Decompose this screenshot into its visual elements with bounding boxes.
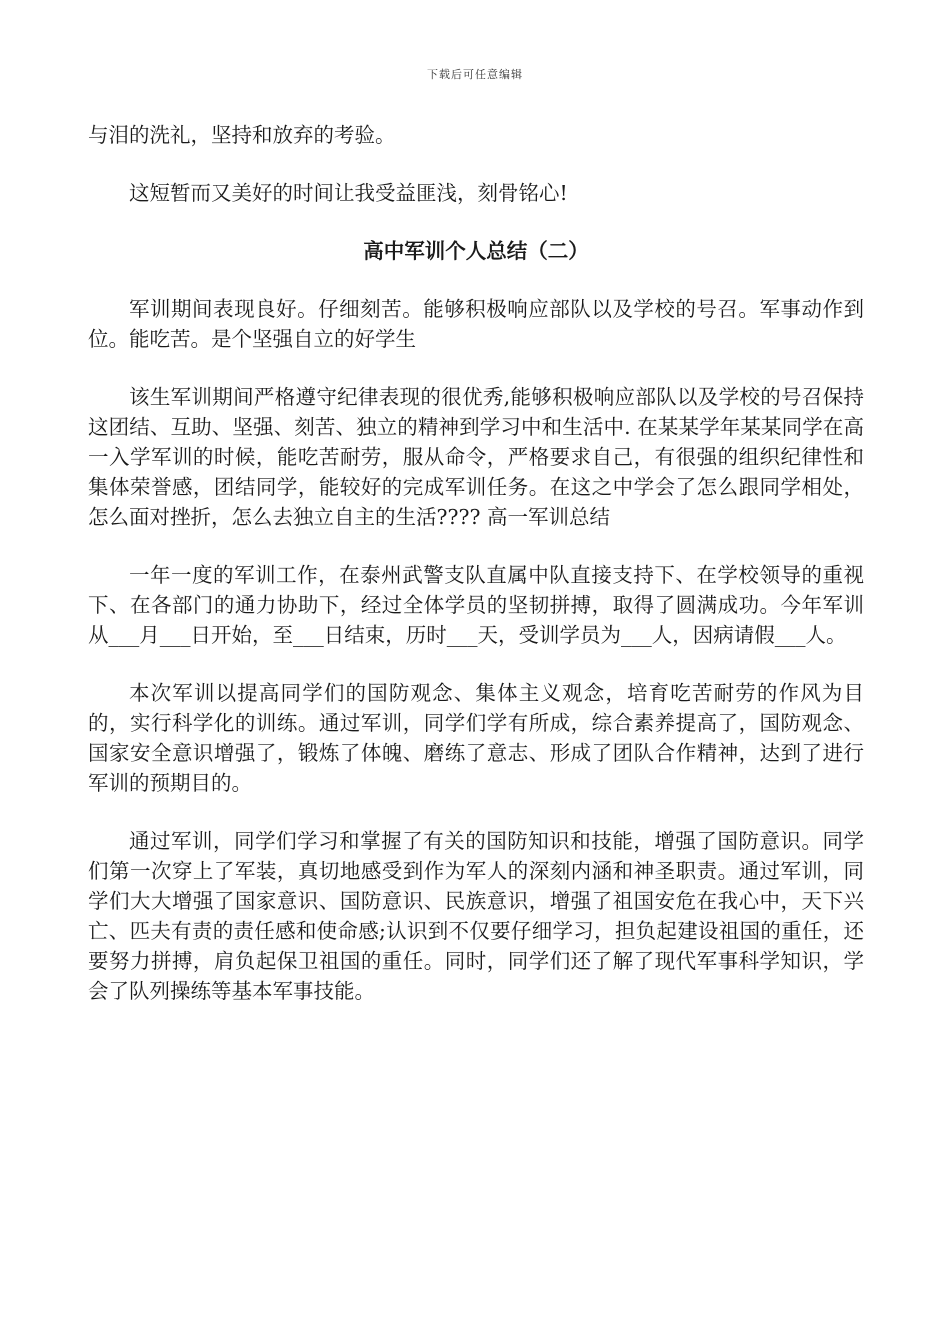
section-title: 高中军训个人总结（二）: [363, 239, 589, 263]
paragraph-2: 该生军训期间严格遵守纪律表现的很优秀,能够积极响应部队以及学校的号召保持这团结、互助、坚强、刻苦、独立的精神到学习中和生活中. 在某某学年某某同学在高一入学军训的时候，能吃苦耐劳，服从命令，严格要求自己，有很强的组织纪律性和集体荣誉感，团结同学，能较好的完成军训任务。在这之中学会了怎么跟同学相处，怎么面对挫折，怎么去独立自主的生活???? 高一军训总结: [88, 385, 864, 529]
paragraph-3: 一年一度的军训工作，在泰州武警支队直属中队直接支持下、在学校领导的重视下、在各部门的通力协助下，经过全体学员的坚韧拼搏，取得了圆满成功。今年军训从___月___日开始，至___日结束，历时___天，受训学员为___人，因病请假___人。: [88, 563, 864, 647]
page-header-note: 下载后可任意编辑: [427, 68, 523, 81]
paragraph-4: 本次军训以提高同学们的国防观念、集体主义观念，培育吃苦耐劳的作风为目的，实行科学化的训练。通过军训，同学们学有所成，综合素养提高了，国防观念、国家安全意识增强了，锻炼了体魄、磨练了意志、形成了团队合作精神，达到了进行军训的预期目的。: [88, 681, 864, 795]
paragraph-5: 通过军训，同学们学习和掌握了有关的国防知识和技能，增强了国防意识。同学们第一次穿上了军装，真切地感受到作为军人的深刻内涵和神圣职责。通过军训，同学们大大增强了国家意识、国防意识、民族意识，增强了祖国安危在我心中，天下兴亡、匹夫有责的责任感和使命感;认识到不仅要仔细学习，担负起建设祖国的重任，还要努力拼搏，肩负起保卫祖国的重任。同时，同学们还了解了现代军事科学知识，学会了队列操练等基本军事技能。: [88, 829, 864, 1003]
paragraph-1: 军训期间表现良好。仔细刻苦。能够积极响应部队以及学校的号召。军事动作到位。能吃苦。是个坚强自立的好学生: [88, 297, 864, 351]
intro-continuation: 与泪的洗礼，坚持和放弃的考验。: [88, 123, 396, 147]
intro-closing: 这短暂而又美好的时间让我受益匪浅，刻骨铭心!: [129, 181, 568, 205]
document-body: [88, 120, 864, 1034]
